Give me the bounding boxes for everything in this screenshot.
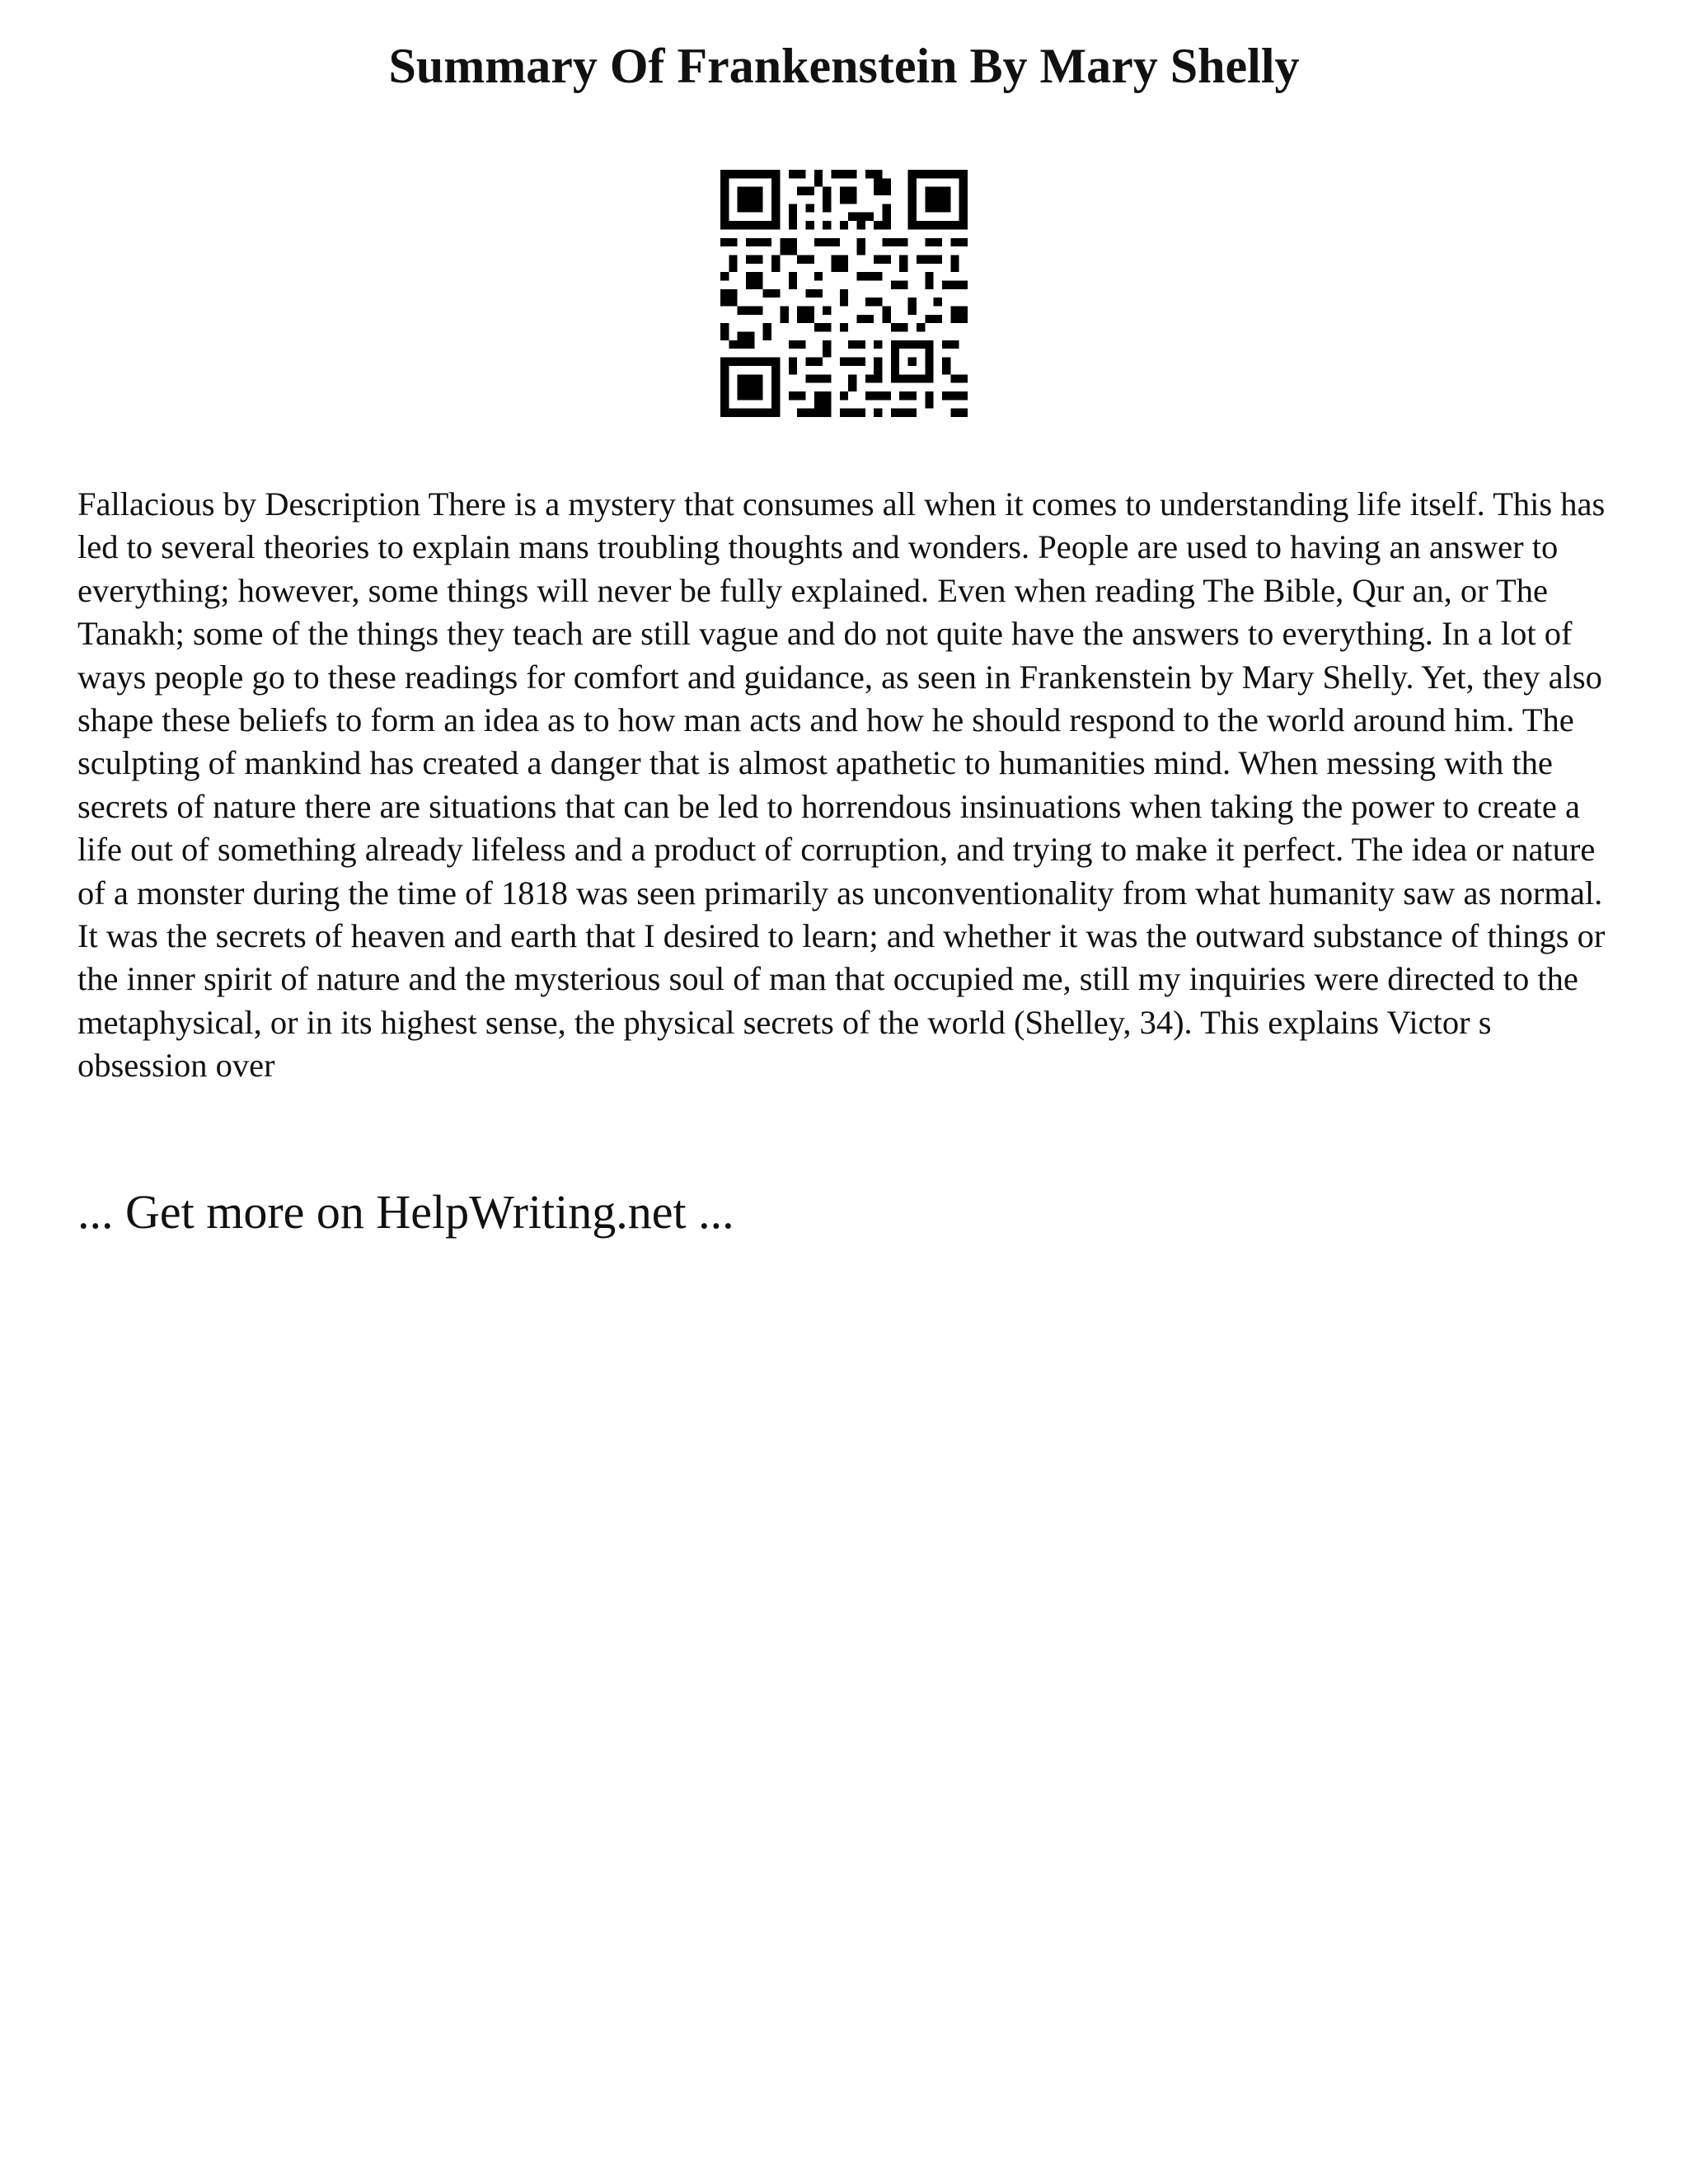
get-more-link[interactable]: ... Get more on HelpWriting.net ... xyxy=(77,1185,734,1239)
qr-code-icon xyxy=(720,170,968,417)
essay-excerpt: Fallacious by Description There is a mystery that consumes all when it comes to understanding life itself. This has led to several theories to explain mans troubling thoughts and wonders. People are used to having an answer to everything; however, some things will never be fully explained. Even when reading The Bible, Qur an, or The Tanakh; some of the things they teach are still vague and do not quite have the answers to everything. In a lot of ways people go to these readings for comfort and guidance, as seen in Frankenstein by Mary Shelly. Yet, they also shape these beliefs to form an idea as to how man acts and how he should respond to the world around him. The sculpting of mankind has created a danger that is almost apathetic to humanities mind. When messing with the secrets of nature there are situations that can be led to horrendous insinuations when taking the power to create a life out of something already lifeless and a product of corruption, and trying to make it perfect. The idea or nature of a monster during the time of 1818 was seen primarily as unconventionality from what humanity saw as normal. It was the secrets of heaven and earth that I desired to learn; and whether it was the outward substance of things or the inner spirit of nature and the mysterious soul of man that occupied me, still my inquiries were directed to the metaphysical, or in its highest sense, the physical secrets of the world (Shelley, 34). This explains Victor s obsession over xyxy=(77,485,1606,1085)
page-title: Summary Of Frankenstein By Mary Shelly xyxy=(388,39,1300,93)
